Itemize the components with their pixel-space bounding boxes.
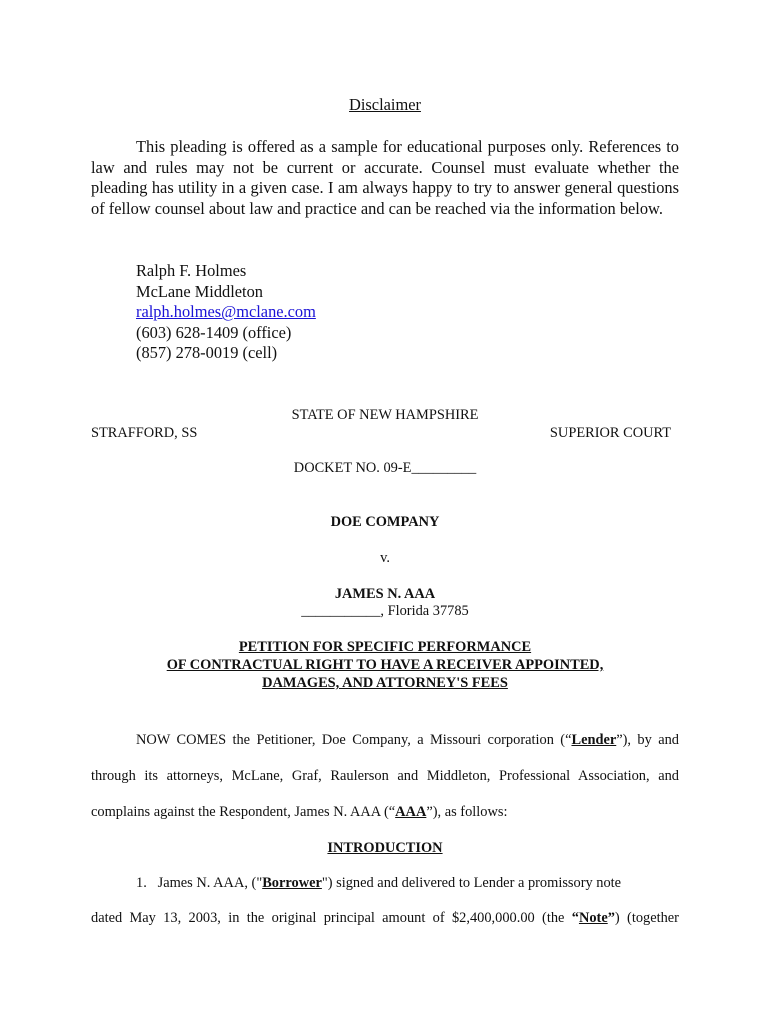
caption-defendant-address: ___________, Florida 37785 xyxy=(301,603,469,619)
contact-cell-phone: (857) 278-0019 (cell) xyxy=(136,343,278,363)
defined-term-borrower: Borrower xyxy=(262,875,322,891)
disclaimer-paragraph: This pleading is offered as a sample for educational purposes only. References to law and rules may not be current or accurate. Counsel must evaluate whether the pleading has utility in a given case. I am always happy to try to answer general questions of fellow counsel about law and practice and can be reached via the information below. xyxy=(91,137,679,218)
contact-name: Ralph F. Holmes xyxy=(136,261,247,280)
intro-line-1: NOW COMES the Petitioner, Doe Company, a Missouri corporation (“Lender”), by and xyxy=(136,732,679,748)
disclaimer-heading: Disclaimer xyxy=(349,95,421,114)
caption-defendant: JAMES N. AAA xyxy=(334,586,436,602)
intro-line-2: through its attorneys, McLane, Graf, Raulerson and Middleton, Professional Association, and xyxy=(91,768,679,784)
paragraph-1-line-2: dated May 13, 2003, in the original principal amount of $2,400,000.00 (the “Note”) (together xyxy=(91,910,679,926)
caption-county: STRAFFORD, SS xyxy=(91,425,198,441)
contact-email-link[interactable]: ralph.holmes@mclane.com xyxy=(136,302,316,322)
defined-term-note: Note xyxy=(578,910,608,926)
defined-term-lender: Lender xyxy=(571,732,617,748)
contact-block xyxy=(136,261,316,364)
contact-firm: McLane Middleton xyxy=(136,281,263,301)
contact-office-phone: (603) 628-1409 (office) xyxy=(136,322,292,342)
petition-title-line3: DAMAGES, AND ATTORNEY'S FEES xyxy=(262,675,508,691)
petition-title-line2: OF CONTRACTUAL RIGHT TO HAVE A RECEIVER APPOINTED, xyxy=(166,657,604,673)
caption-plaintiff: DOE COMPANY xyxy=(330,514,440,530)
caption-state: STATE OF NEW HAMPSHIRE xyxy=(291,407,479,423)
paragraph-number: 1. xyxy=(136,875,147,891)
caption-versus: v. xyxy=(380,550,390,566)
caption-court: SUPERIOR COURT xyxy=(549,425,671,441)
caption-docket: DOCKET NO. 09-E_________ xyxy=(293,460,477,476)
section-heading-introduction: INTRODUCTION xyxy=(327,840,443,856)
intro-line-3: complains against the Respondent, James N. AAA (“AAA”), as follows: xyxy=(91,804,508,820)
defined-term-aaa: AAA xyxy=(395,804,427,820)
petition-title-line1: PETITION FOR SPECIFIC PERFORMANCE xyxy=(238,639,532,655)
paragraph-1-line-1: 1. James N. AAA, ("Borrower") signed and delivered to Lender a promissory note xyxy=(136,875,622,891)
